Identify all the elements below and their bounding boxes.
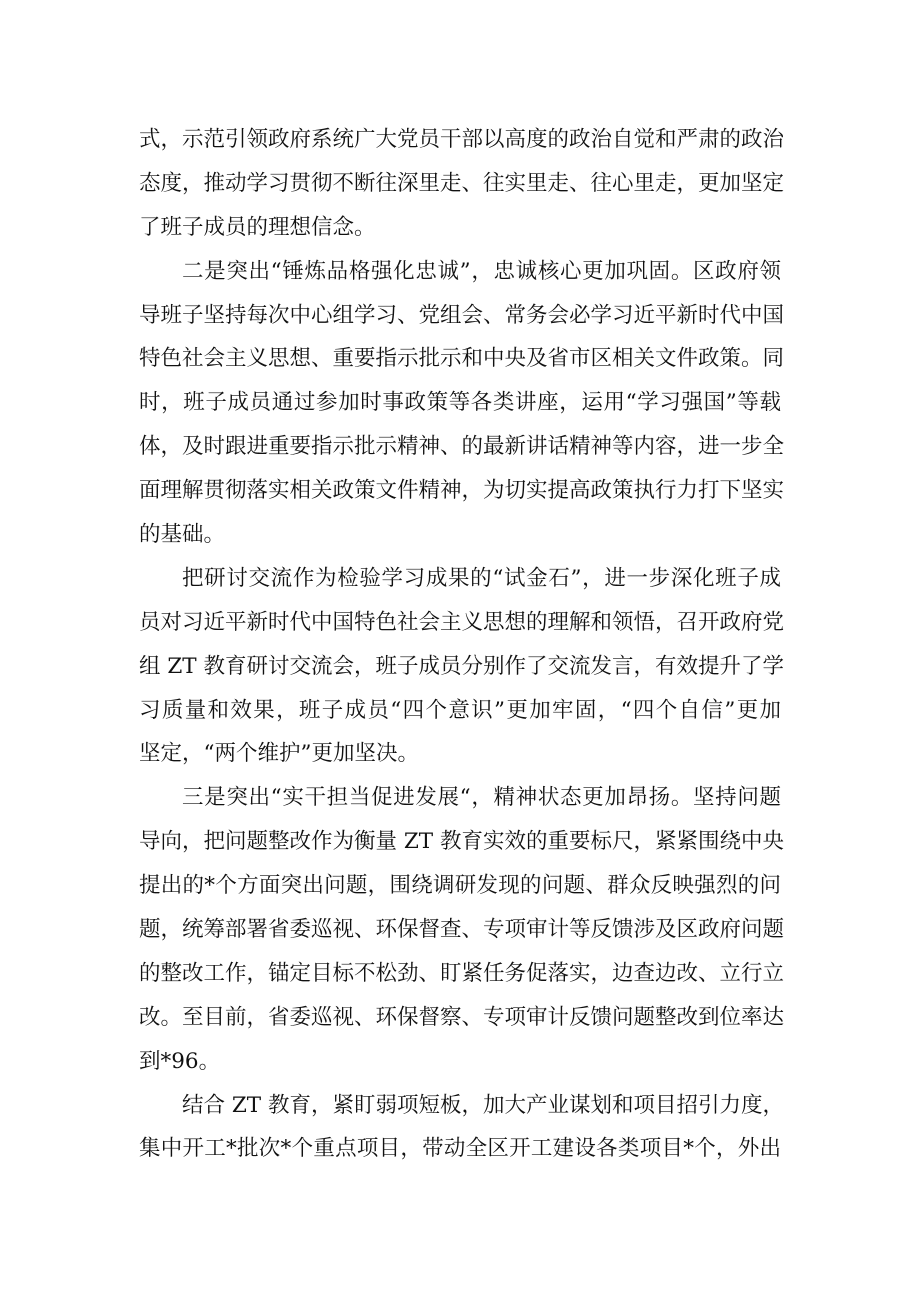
text-line: 结合 ZT 教育，紧盯弱项短板，加大产业谋划和项目招引力度， <box>182 1092 784 1118</box>
document-body-text <box>139 118 785 1171</box>
text-line: 员对习近平新时代中国特色社会主义思想的理解和领悟，召开政府党 <box>139 609 785 635</box>
text-line: 提出的*个方面突出问题，围绕调研发现的问题、群众反映强烈的问 <box>139 873 781 899</box>
text-line: 式，示范引领政府系统广大党员干部以高度的政治自觉和严肃的政治 <box>139 127 785 152</box>
text-line: 坚定，“两个维护”更加坚决。 <box>139 741 419 767</box>
text-line: 了班子成员的理想信念。 <box>139 214 376 240</box>
text-line: 时，班子成员通过参加时事政策等各类讲座，运用“学习强国”等载 <box>139 390 781 416</box>
text-line: 特色社会主义思想、重要指示批示和中央及省市区相关文件政策。同 <box>139 346 785 372</box>
text-line: 体，及时跟进重要指示批示精神、的最新讲话精神等内容，进一步全 <box>139 434 785 460</box>
text-line: 二是突出“锤炼品格强化忠诚”，忠诚核心更加巩固。区政府领 <box>182 258 781 284</box>
text-line: 集中开工*批次*个重点项目，带动全区开工建设各类项目*个，外出 <box>139 1136 781 1162</box>
text-line: 导班子坚持每次中心组学习、党组会、常务会必学习近平新时代中国 <box>139 302 785 328</box>
text-line: 的整改工作，锚定目标不松劲、盯紧任务促落实，边查边改、立行立 <box>139 960 785 986</box>
text-line: 题，统筹部署省委巡视、环保督查、专项审计等反馈涉及区政府问题 <box>139 917 785 943</box>
text-line: 态度，推动学习贯彻不断往深里走、往实里走、往心里走，更加坚定 <box>139 170 785 196</box>
text-line: 组 ZT 教育研讨交流会，班子成员分别作了交流发言，有效提升了学 <box>139 653 784 679</box>
text-line: 导向，把问题整改作为衡量 ZT 教育实效的重要标尺，紧紧围绕中央 <box>139 829 784 855</box>
text-line: 到*96。 <box>139 1048 221 1074</box>
text-line: 三是突出“实干担当促进发展“，精神状态更加昂扬。坚持问题 <box>182 785 781 811</box>
text-line: 的基础。 <box>139 522 226 548</box>
text-line: 面理解贯彻落实相关政策文件精神，为切实提高政策执行力打下坚实 <box>139 478 785 504</box>
text-line: 把研讨交流作为检验学习成果的“试金石”，进一步深化班子成 <box>182 565 781 591</box>
text-line: 改。至目前，省委巡视、环保督察、专项审计反馈问题整改到位率达 <box>139 1004 785 1030</box>
text-line: 习质量和效果，班子成员“四个意识”更加牢固，“四个自信”更加 <box>139 697 781 723</box>
